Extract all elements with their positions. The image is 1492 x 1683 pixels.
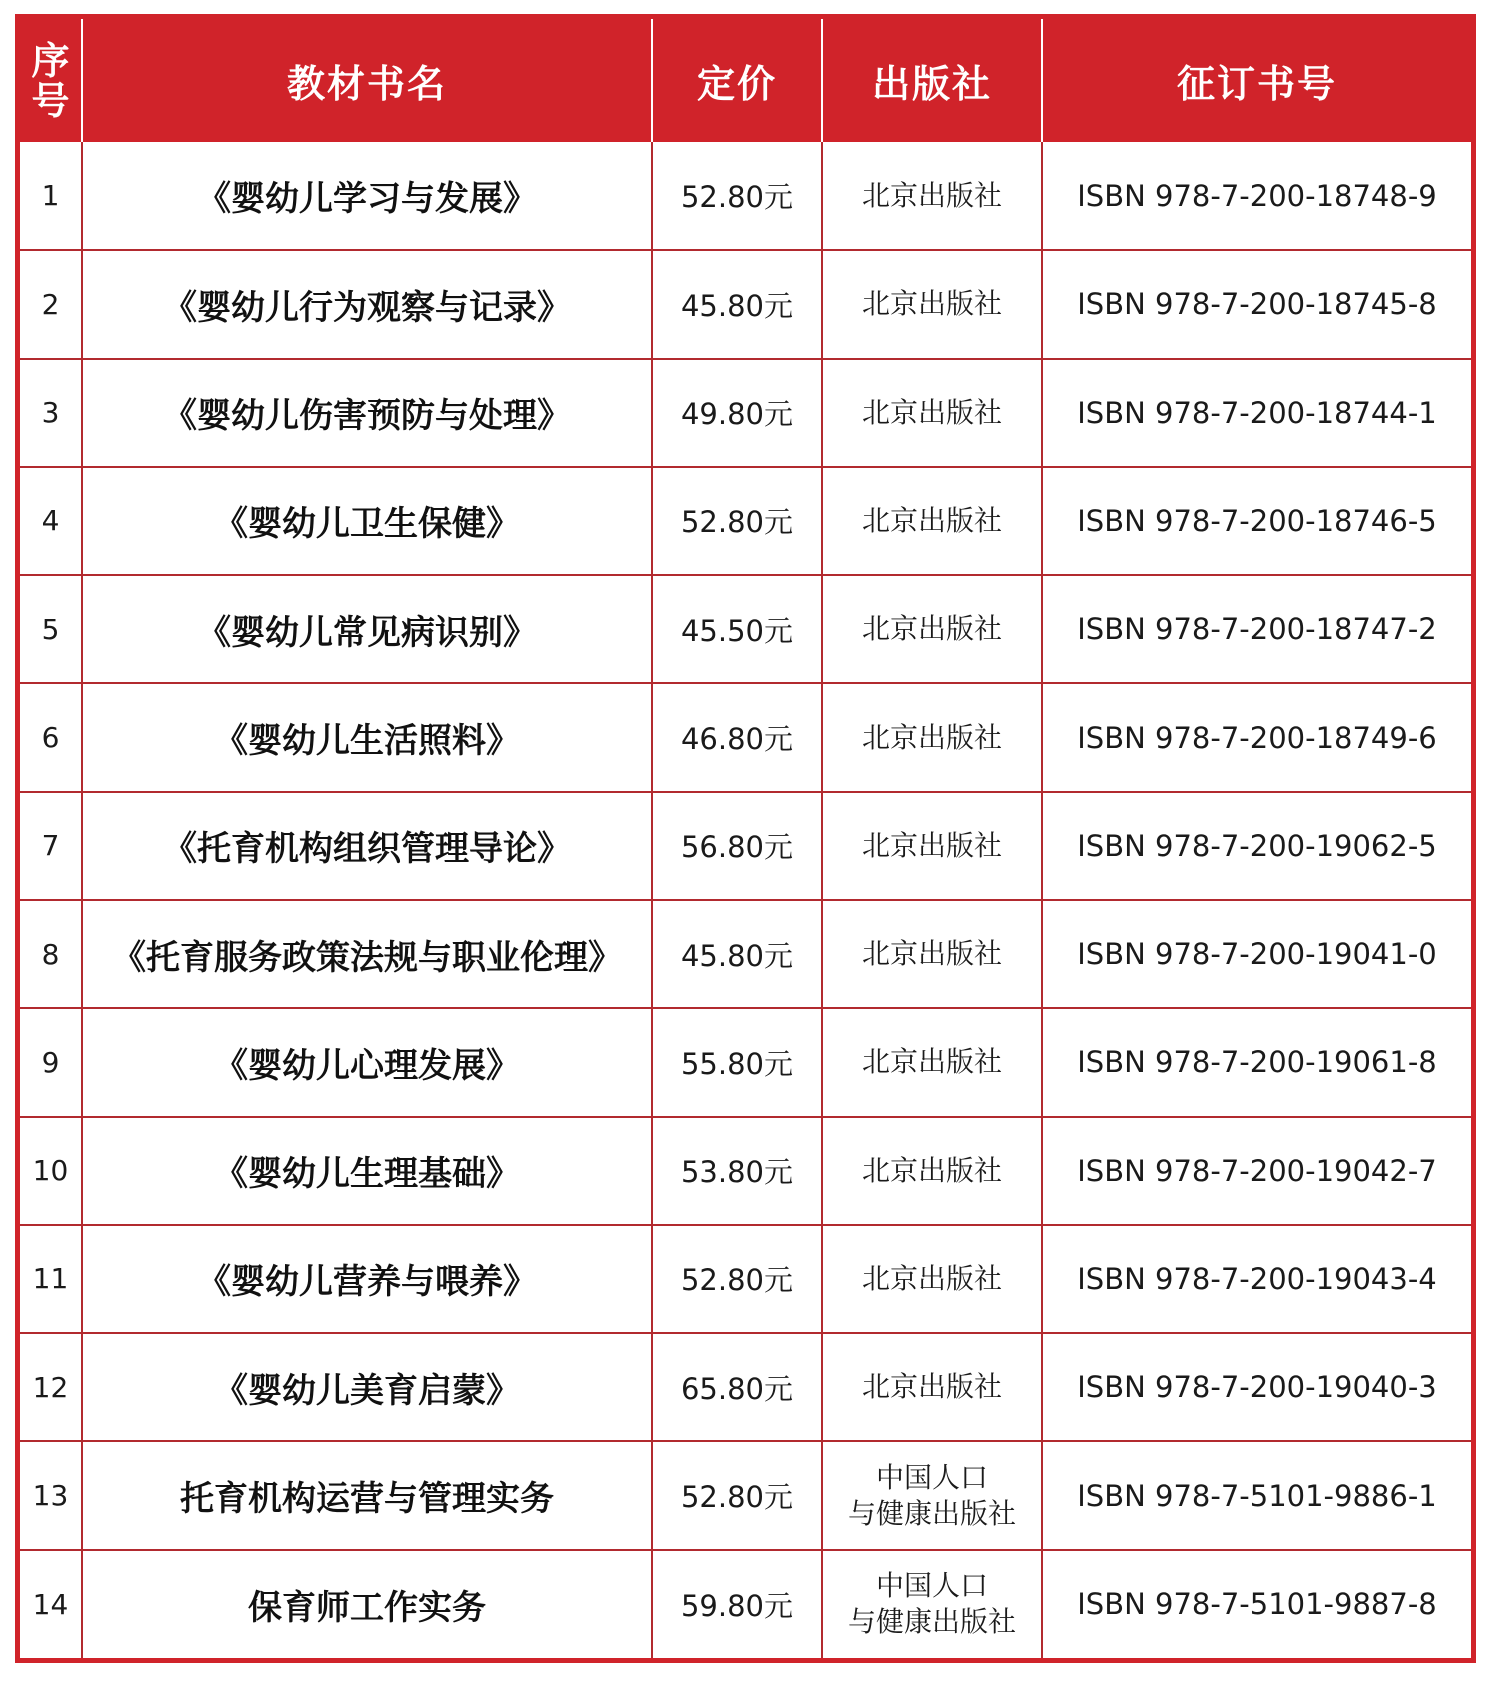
publisher-cell: 北京出版社 [822, 142, 1042, 250]
header-isbn: 征订书号 [1042, 19, 1471, 142]
serial-number-cell: 14 [20, 1550, 82, 1658]
table-row [20, 1008, 1471, 1116]
publisher-cell: 北京出版社 [822, 250, 1042, 358]
price-cell: 52.80元 [652, 142, 822, 250]
book-title-cell: 《婴幼儿美育启蒙》 [82, 1333, 652, 1441]
price-cell: 49.80元 [652, 359, 822, 467]
book-title-cell: 《婴幼儿伤害预防与处理》 [82, 359, 652, 467]
table-body [20, 142, 1471, 1658]
header-serial-char-1: 序 [31, 38, 70, 83]
publisher-cell: 北京出版社 [822, 575, 1042, 683]
isbn-cell: ISBN 978-7-200-19042-7 [1042, 1117, 1471, 1225]
table-row [20, 467, 1471, 575]
book-title-cell: 《婴幼儿营养与喂养》 [82, 1225, 652, 1333]
table-row [20, 1441, 1471, 1549]
table-row [20, 683, 1471, 791]
serial-number-cell: 8 [20, 900, 82, 1008]
header-publisher: 出版社 [822, 19, 1042, 142]
table-row [20, 359, 1471, 467]
publisher-cell: 北京出版社 [822, 900, 1042, 1008]
price-cell: 52.80元 [652, 1225, 822, 1333]
book-title-cell: 《婴幼儿卫生保健》 [82, 467, 652, 575]
isbn-cell: ISBN 978-7-200-18749-6 [1042, 683, 1471, 791]
header-serial-number [20, 19, 82, 142]
publisher-cell: 北京出版社 [822, 683, 1042, 791]
serial-number-cell: 7 [20, 792, 82, 900]
book-title-cell: 保育师工作实务 [82, 1550, 652, 1658]
publisher-cell: 北京出版社 [822, 1117, 1042, 1225]
header-row [20, 19, 1471, 142]
price-cell: 53.80元 [652, 1117, 822, 1225]
isbn-cell: ISBN 978-7-200-19061-8 [1042, 1008, 1471, 1116]
publisher-cell: 北京出版社 [822, 467, 1042, 575]
book-title-cell: 《婴幼儿心理发展》 [82, 1008, 652, 1116]
book-title-cell: 《托育机构组织管理导论》 [82, 792, 652, 900]
price-cell: 45.80元 [652, 900, 822, 1008]
serial-number-cell: 12 [20, 1333, 82, 1441]
price-cell: 52.80元 [652, 1441, 822, 1549]
table-row [20, 792, 1471, 900]
table-row [20, 142, 1471, 250]
publisher-cell [822, 1441, 1042, 1549]
publisher-cell: 北京出版社 [822, 359, 1042, 467]
table-row [20, 1117, 1471, 1225]
isbn-cell: ISBN 978-7-5101-9887-8 [1042, 1550, 1471, 1658]
publisher-line: 与健康出版社 [847, 1605, 1016, 1639]
book-title-cell: 《婴幼儿行为观察与记录》 [82, 250, 652, 358]
textbook-table-frame [15, 14, 1476, 1663]
isbn-cell: ISBN 978-7-200-18745-8 [1042, 250, 1471, 358]
price-cell: 45.50元 [652, 575, 822, 683]
serial-number-cell: 13 [20, 1441, 82, 1549]
price-cell: 56.80元 [652, 792, 822, 900]
serial-number-cell: 10 [20, 1117, 82, 1225]
publisher-cell: 北京出版社 [822, 1225, 1042, 1333]
table-header [20, 19, 1471, 142]
serial-number-cell: 5 [20, 575, 82, 683]
isbn-cell: ISBN 978-7-200-18746-5 [1042, 467, 1471, 575]
isbn-cell: ISBN 978-7-200-18744-1 [1042, 359, 1471, 467]
header-book-title: 教材书名 [82, 19, 652, 142]
book-title-cell: 《婴幼儿学习与发展》 [82, 142, 652, 250]
publisher-line: 与健康出版社 [847, 1496, 1016, 1530]
header-serial-char-2: 号 [31, 78, 70, 123]
book-title-cell: 《托育服务政策法规与职业伦理》 [82, 900, 652, 1008]
serial-number-cell: 3 [20, 359, 82, 467]
isbn-cell: ISBN 978-7-5101-9886-1 [1042, 1441, 1471, 1549]
serial-number-cell: 6 [20, 683, 82, 791]
isbn-cell: ISBN 978-7-200-19062-5 [1042, 792, 1471, 900]
publisher-line: 中国人口 [875, 1569, 988, 1603]
publisher-cell: 北京出版社 [822, 1333, 1042, 1441]
book-title-cell: 《婴幼儿常见病识别》 [82, 575, 652, 683]
book-title-cell: 托育机构运营与管理实务 [82, 1441, 652, 1549]
table-row [20, 1225, 1471, 1333]
book-title-cell: 《婴幼儿生活照料》 [82, 683, 652, 791]
serial-number-cell: 1 [20, 142, 82, 250]
price-cell: 45.80元 [652, 250, 822, 358]
serial-number-cell: 11 [20, 1225, 82, 1333]
publisher-line: 中国人口 [875, 1460, 988, 1494]
isbn-cell: ISBN 978-7-200-19043-4 [1042, 1225, 1471, 1333]
serial-number-cell: 9 [20, 1008, 82, 1116]
table-row [20, 1333, 1471, 1441]
isbn-cell: ISBN 978-7-200-18747-2 [1042, 575, 1471, 683]
price-cell: 46.80元 [652, 683, 822, 791]
book-title-cell: 《婴幼儿生理基础》 [82, 1117, 652, 1225]
table-row [20, 900, 1471, 1008]
serial-number-cell: 4 [20, 467, 82, 575]
price-cell: 52.80元 [652, 467, 822, 575]
table-row [20, 575, 1471, 683]
publisher-cell: 北京出版社 [822, 792, 1042, 900]
isbn-cell: ISBN 978-7-200-19041-0 [1042, 900, 1471, 1008]
price-cell: 59.80元 [652, 1550, 822, 1658]
price-cell: 65.80元 [652, 1333, 822, 1441]
textbook-table [20, 19, 1471, 1658]
publisher-cell [822, 1550, 1042, 1658]
header-price: 定价 [652, 19, 822, 142]
serial-number-cell: 2 [20, 250, 82, 358]
table-row [20, 250, 1471, 358]
isbn-cell: ISBN 978-7-200-18748-9 [1042, 142, 1471, 250]
publisher-cell: 北京出版社 [822, 1008, 1042, 1116]
isbn-cell: ISBN 978-7-200-19040-3 [1042, 1333, 1471, 1441]
price-cell: 55.80元 [652, 1008, 822, 1116]
table-row [20, 1550, 1471, 1658]
